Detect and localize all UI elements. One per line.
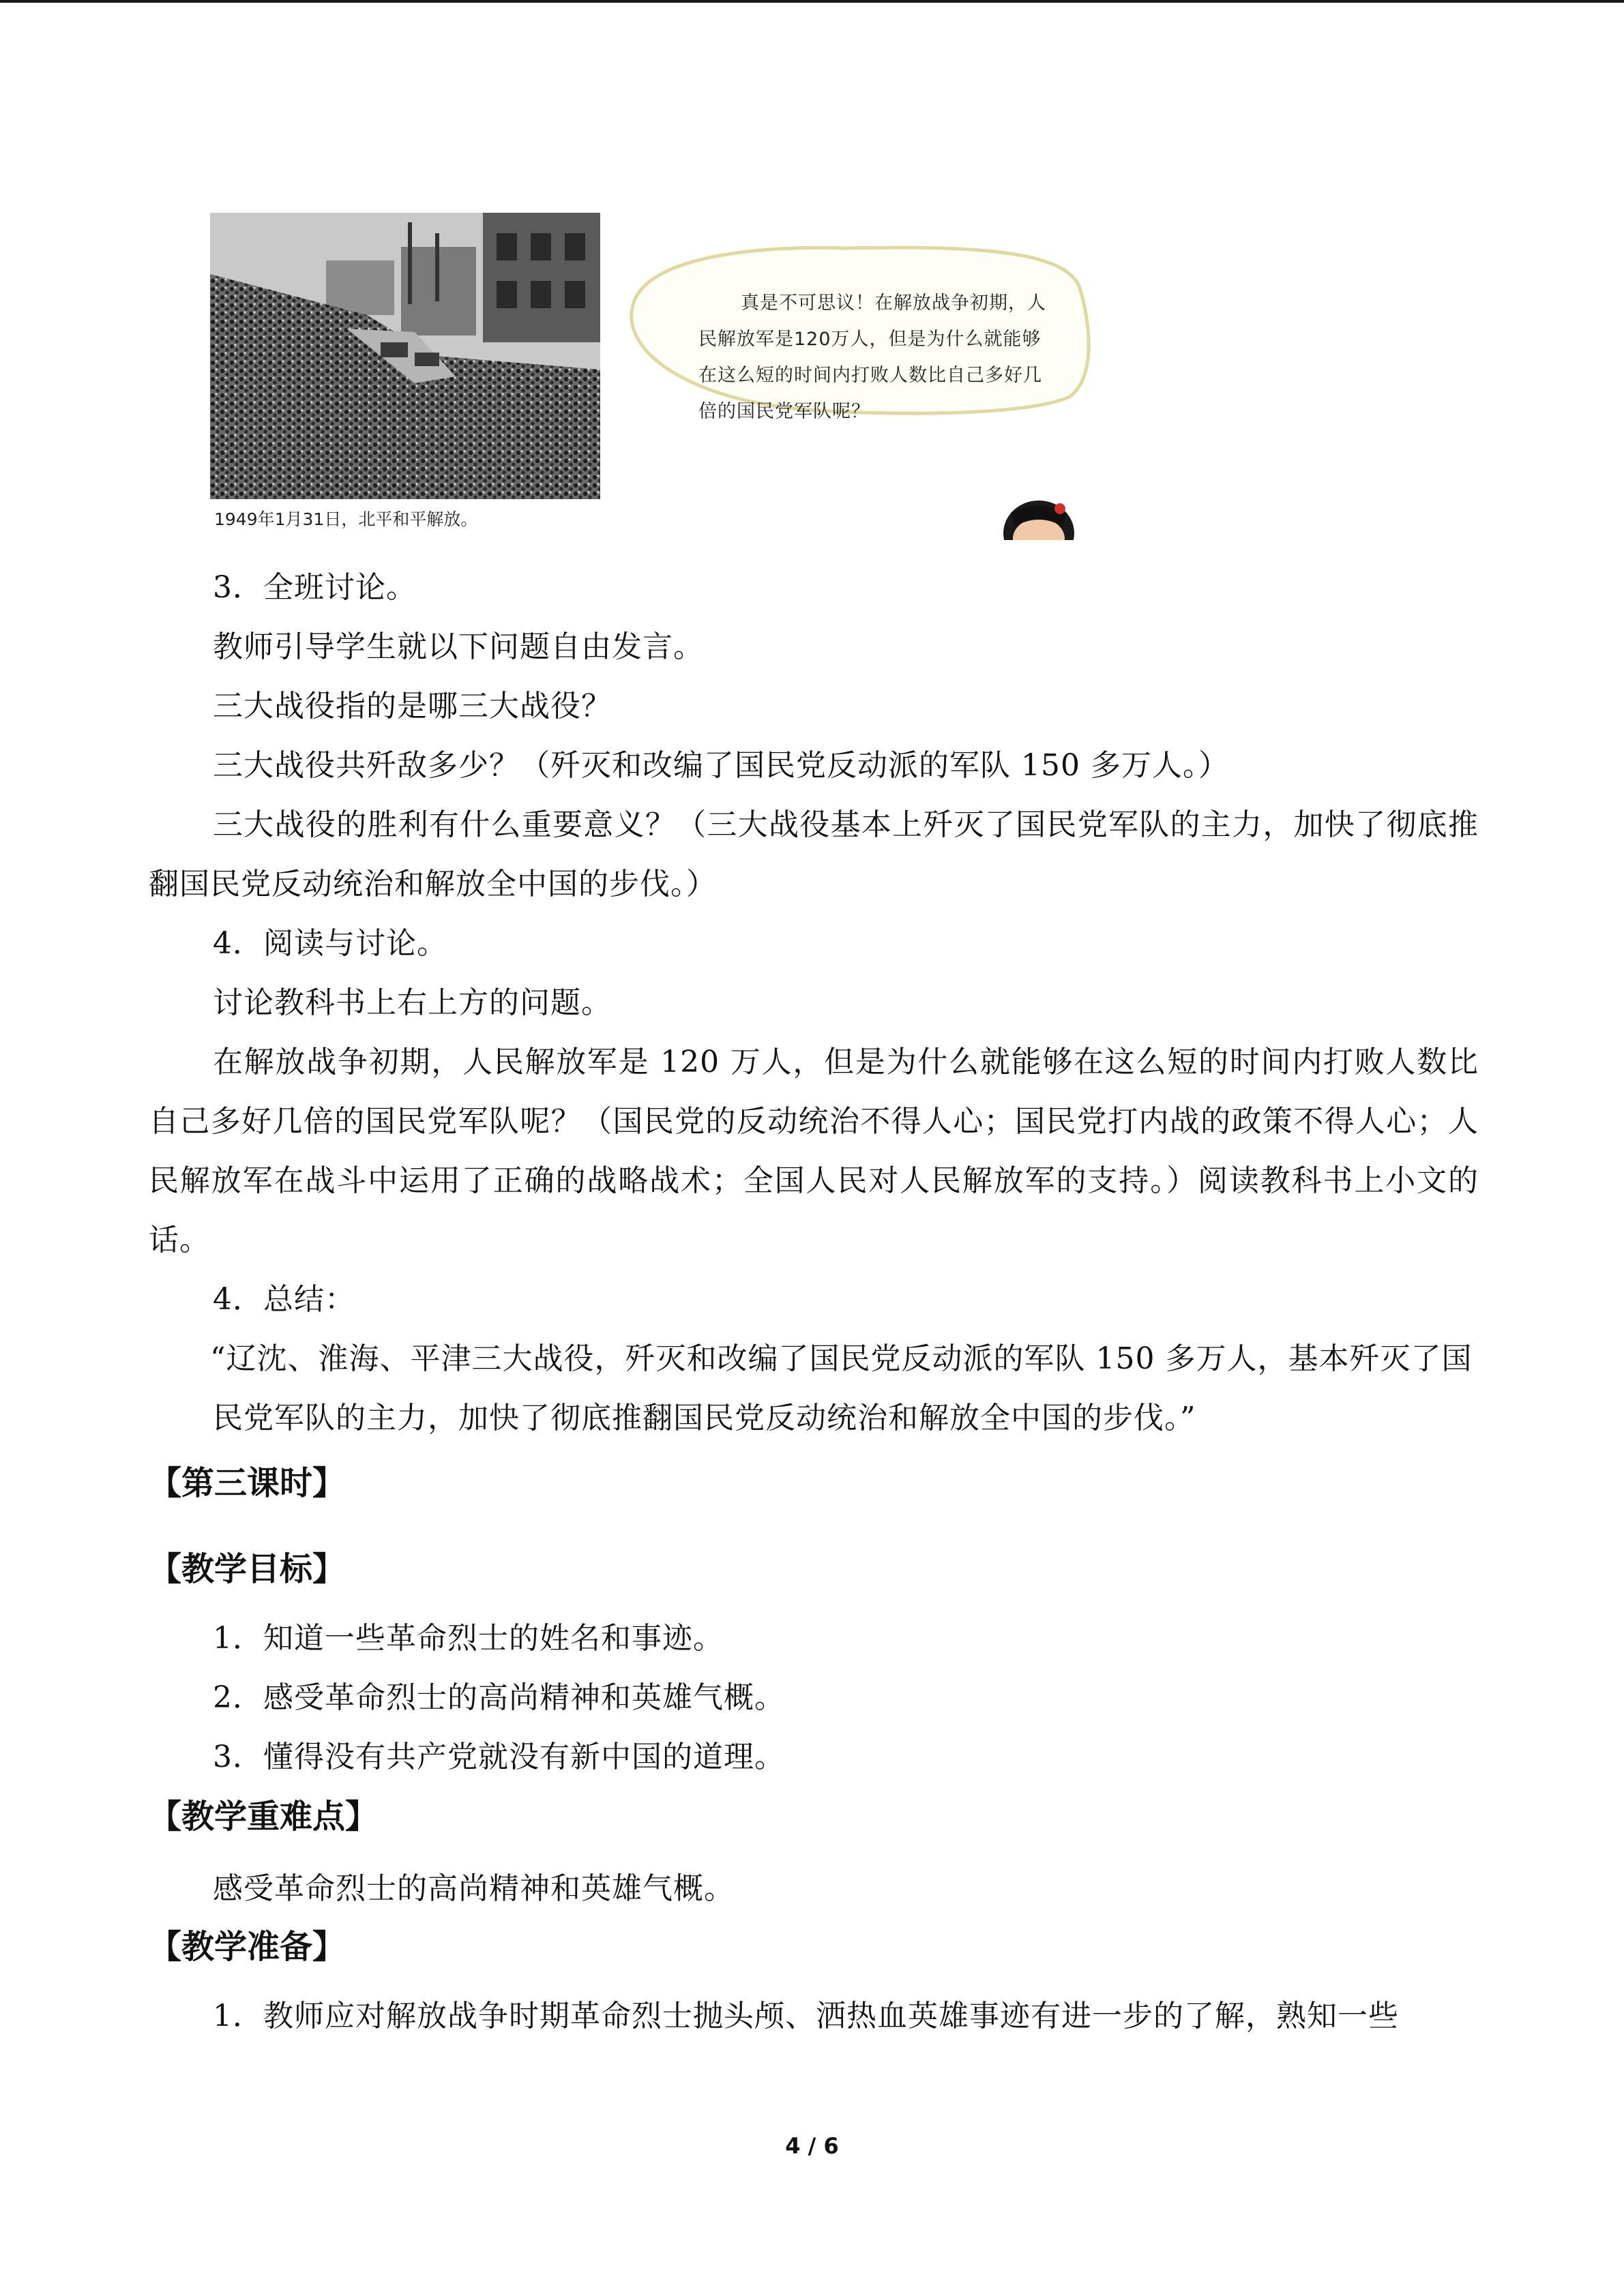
paragraph: 三大战役共歼敌多少？（歼灭和改编了国民党反动派的军队 150 多万人。） bbox=[213, 748, 1229, 783]
cartoon-girl-illustration bbox=[994, 486, 1083, 540]
heading-key-points: 【教学重难点】 bbox=[149, 1798, 379, 1836]
lesson-content bbox=[149, 558, 1479, 2046]
textbook-figure bbox=[210, 213, 1073, 533]
section-title-third-lesson: 【第三课时】 bbox=[149, 1464, 346, 1502]
heading-preparation: 【教学准备】 bbox=[149, 1928, 346, 1966]
key-point-text: 感受革命烈士的高尚精神和英雄气概。 bbox=[213, 1871, 735, 1906]
preparation-item: 1．教师应对解放战争时期革命烈士抛头颅、洒热血英雄事迹有进一步的了解，熟知一些 bbox=[213, 1999, 1399, 2033]
goal-item: 3．懂得没有共产党就没有新中国的道理。 bbox=[213, 1740, 785, 1774]
paragraph: 在解放战争初期，人民解放军是 120 万人，但是为什么就能够在这么短的时间内打败人数比自己多好几倍的国民党军队呢？（国民党的反动统治不得人心；国民党打内战的政策不得人心；人民解放军在战斗中运用了正确的战略战术；全国人民对人民解放军的支持。）阅读教科书上小文的话。 bbox=[149, 1045, 1479, 1257]
paragraph: 3．全班讨论。 bbox=[213, 570, 417, 605]
speech-bubble-text: 真是不可思议！在解放战争初期，人民解放军是120万人，但是为什么就能够在这么短的时间内打败人数比自己多好几倍的国民党军队呢？ bbox=[698, 293, 1046, 422]
page-number: 4 / 6 bbox=[785, 2133, 839, 2159]
paragraph: 三大战役指的是哪三大战役？ bbox=[213, 689, 612, 724]
photo-caption: 1949年1月31日，北平和平解放。 bbox=[214, 509, 478, 529]
paragraph: 4．总结： bbox=[213, 1282, 355, 1317]
paragraph: 三大战役的胜利有什么重要意义？（三大战役基本上歼灭了国民党军队的主力，加快了彻底推翻国民党反动统治和解放全中国的步伐。） bbox=[149, 807, 1479, 901]
goal-item: 2．感受革命烈士的高尚精神和英雄气概。 bbox=[213, 1680, 785, 1715]
goal-item: 1．知道一些革命烈士的姓名和事迹。 bbox=[213, 1621, 724, 1656]
paragraph: 讨论教科书上右上方的问题。 bbox=[213, 985, 612, 1020]
paragraph: 4．阅读与讨论。 bbox=[213, 926, 447, 961]
liberation-parade-photo bbox=[210, 213, 600, 499]
summary-quote: “辽沈、淮海、平津三大战役，歼灭和改编了国民党反动派的军队 150 多万人，基本歼灭了国民党军队的主力，加快了彻底推翻国民党反动统治和解放全中国的步伐。” bbox=[210, 1341, 1473, 1435]
paragraph: 教师引导学生就以下问题自由发言。 bbox=[213, 629, 704, 664]
top-border-line bbox=[0, 0, 1624, 3]
heading-teaching-goals: 【教学目标】 bbox=[149, 1550, 346, 1588]
